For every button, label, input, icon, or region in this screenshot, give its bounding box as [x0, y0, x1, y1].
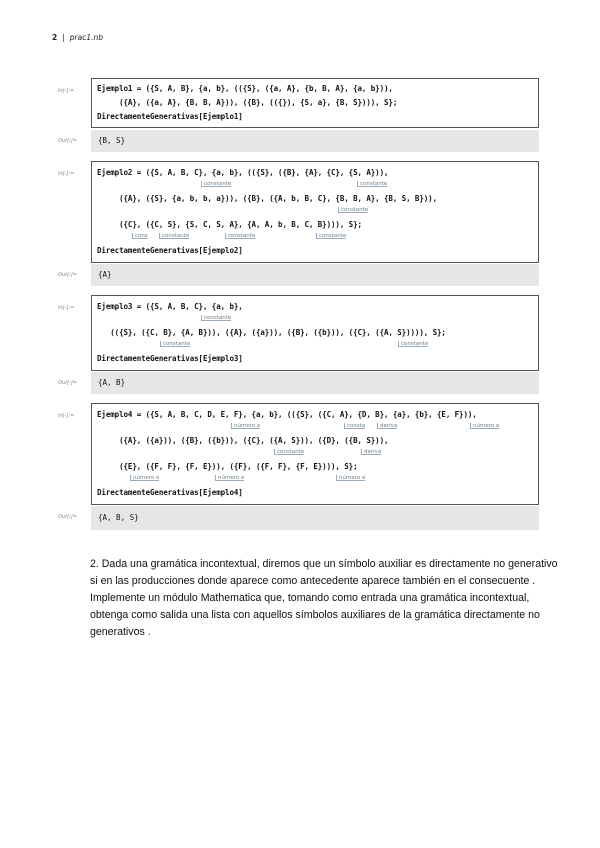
- syntax-annotation: número e: [470, 423, 499, 429]
- code-line: Ejemplo1 = ({S, A, B}, {a, b}, (({S}, ({a, A}, {b, B, A}, {a, b})),: [97, 84, 393, 93]
- code-line: ({A}, ({S}, {a, b, b, a})), ({B}, ({A, b, B, C}, {B, B, A}, {B, S, B})),: [97, 194, 437, 203]
- input-label: In[-]:=: [58, 88, 75, 94]
- output-label: Out[-]=: [58, 514, 77, 520]
- code-line: ({A}, ({a})), ({B}, ({b})), ({C}, ({A, S})), ({D}, ({B, S})),: [97, 436, 389, 445]
- syntax-annotation: constante: [316, 233, 346, 239]
- code-line: Ejemplo2 = ({S, A, B, C}, {a, b}, (({S}, ({B}, {A}, {C}, {S, A})),: [97, 168, 389, 177]
- output-label: Out[-]=: [58, 272, 77, 278]
- syntax-annotation: constante: [160, 341, 190, 347]
- page-header: [52, 33, 103, 42]
- syntax-annotation: constante: [201, 315, 231, 321]
- syntax-annotation: número e: [231, 423, 260, 429]
- input-label: In[-]:=: [58, 305, 75, 311]
- syntax-annotation: constante: [357, 181, 387, 187]
- exercise-paragraph: 2. Dada una gramática incontextual, diremos que un símbolo auxiliar es directamente no generativo si en las producciones donde aparece como antecedente aparece también en el consecuente . Implemente un módulo Mathematica que, tomando como entrada una gramática incontextual, obtenga como salida una lista con aquellos símbolos auxiliares de la gramática directamente no generativos .: [90, 558, 558, 638]
- input-label: In[-]:=: [58, 171, 75, 177]
- code-line: ({A}, ({a, A}, {B, B, A})), ({B}, (({}), {S, a}, {B, S}))), S};: [97, 98, 398, 107]
- code-line: ({C}, ({C, S}, {S, C, S, A}, {A, A, b, B, C, B}))), S};: [97, 220, 362, 229]
- code-line: Ejemplo4 = ({S, A, B, C, D, E, F}, {a, b}, (({S}, ({C, A}, {D, B}, {a}, {b}, {E, F})),: [97, 410, 477, 419]
- syntax-annotation: consta: [344, 423, 365, 429]
- code-line: DirectamenteGenerativas[Ejemplo4]: [97, 488, 243, 497]
- syntax-annotation: número e: [215, 475, 244, 481]
- syntax-annotation: constante: [201, 181, 231, 187]
- output-label: Out[-]=: [58, 138, 77, 144]
- page-number: 2: [52, 33, 58, 42]
- code-line: ({E}, ({F, F}, {F, E})), ({F}, ({F, F}, {F, E}))), S};: [97, 462, 358, 471]
- output-cell: {A, B}: [91, 372, 539, 394]
- output-label: Out[-]=: [58, 380, 77, 386]
- syntax-annotation: número e: [130, 475, 159, 481]
- syntax-annotation: constante: [159, 233, 189, 239]
- code-line: (({S}, ({C, B}, {A, B})), ({A}, ({a})), ({B}, ({b})), ({C}, ({A, S})))), S};: [97, 328, 446, 337]
- code-line: DirectamenteGenerativas[Ejemplo1]: [97, 112, 243, 121]
- input-label: In[-]:=: [58, 413, 75, 419]
- syntax-annotation: constante: [338, 207, 368, 213]
- output-cell: {B, S}: [91, 130, 539, 152]
- code-line: Ejemplo3 = ({S, A, B, C}, {a, b},: [97, 302, 243, 311]
- syntax-annotation: constante: [398, 341, 428, 347]
- syntax-annotation: cons: [132, 233, 148, 239]
- syntax-annotation: deriva: [361, 449, 381, 455]
- notebook-filename: prac1.nb: [69, 33, 103, 42]
- code-line: DirectamenteGenerativas[Ejemplo2]: [97, 246, 243, 255]
- output-cell: {A}: [91, 264, 539, 286]
- syntax-annotation: constante: [274, 449, 304, 455]
- syntax-annotation: número e: [336, 475, 365, 481]
- header-separator: |: [62, 33, 65, 42]
- code-line: DirectamenteGenerativas[Ejemplo3]: [97, 354, 243, 363]
- syntax-annotation: constante: [225, 233, 255, 239]
- syntax-annotation: deriva: [377, 423, 397, 429]
- output-cell: {A, B, S}: [91, 506, 539, 530]
